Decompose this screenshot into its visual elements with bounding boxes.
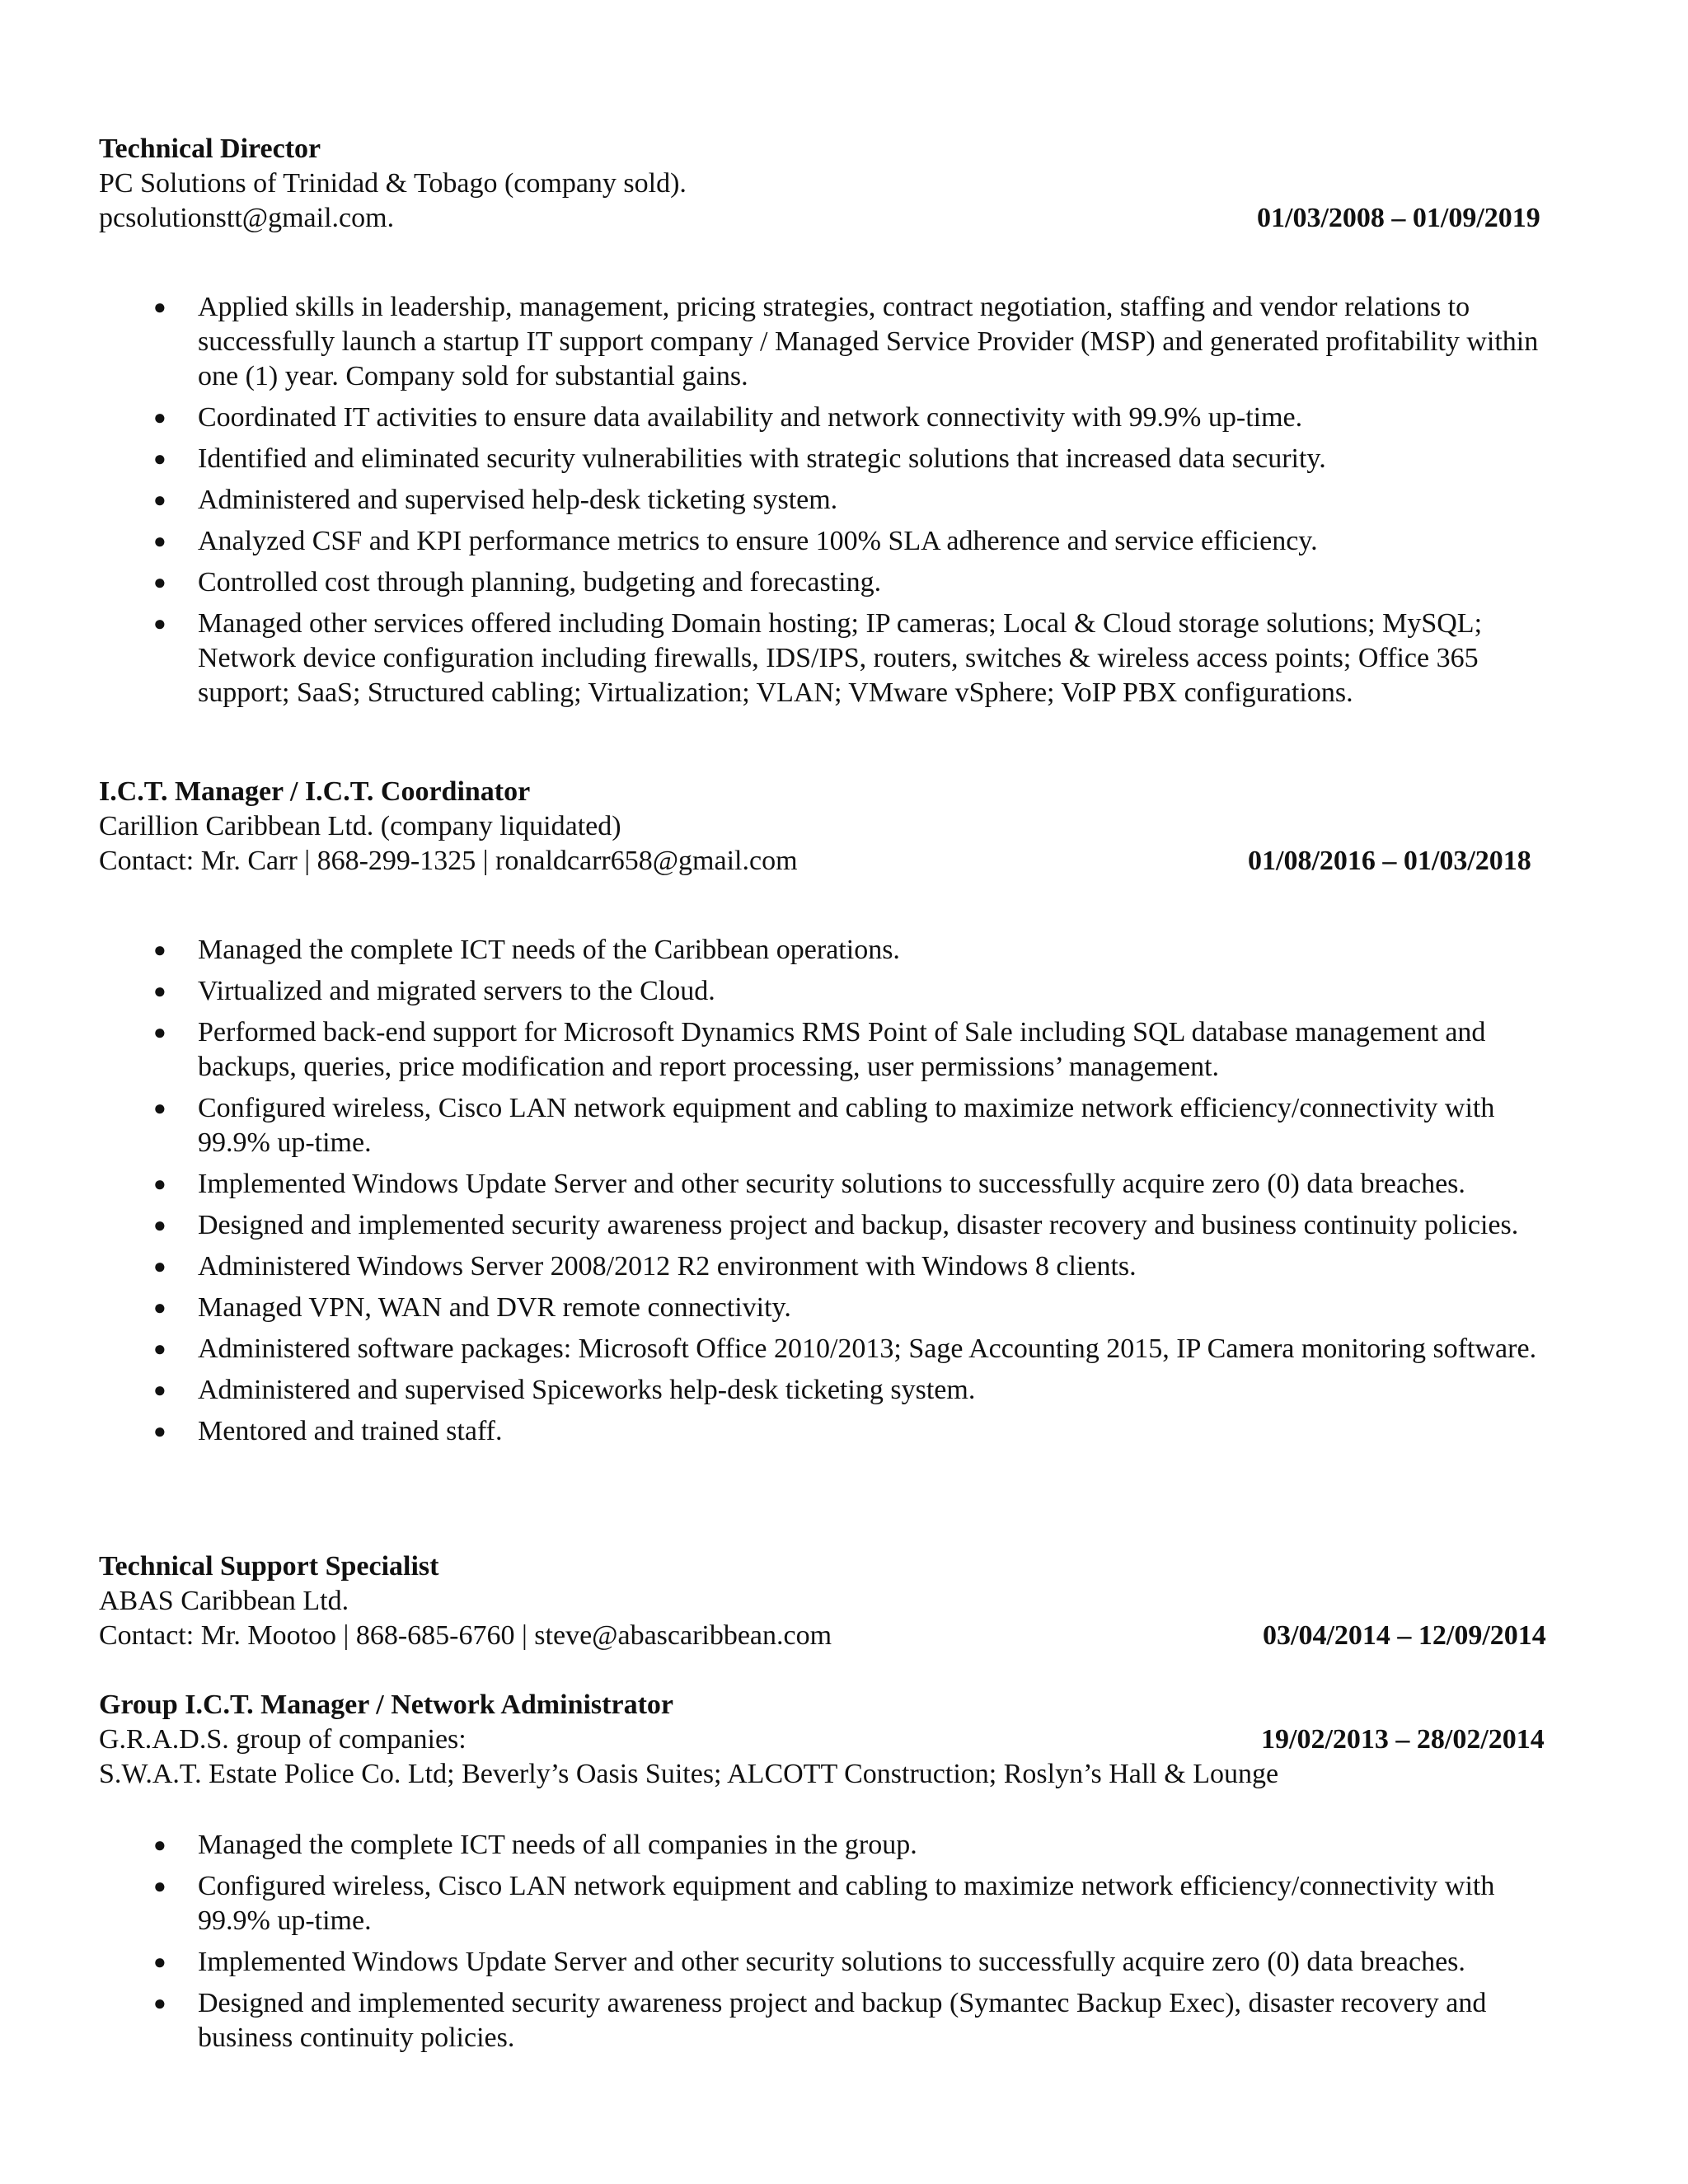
list-item: ● Designed and implemented security awareness project and backup, disaster recovery and business continuity policies. — [99, 1208, 1566, 1243]
company-name: G.R.A.D.S. group of companies: — [99, 1724, 467, 1755]
contact-info: Contact: Mr. Carr | 868-299-1325 | ronaldcarr658@gmail.com — [99, 846, 798, 876]
bullet-icon: ● — [153, 1833, 166, 1857]
bullet-icon: ● — [153, 979, 166, 1003]
company-name: Carillion Caribbean Ltd. (company liquidated) — [99, 811, 621, 841]
list-item: ● Controlled cost through planning, budgeting and forecasting. — [99, 565, 1566, 600]
bullet-icon: ● — [153, 1296, 166, 1319]
bullet-icon: ● — [153, 570, 166, 594]
bullet-icon: ● — [153, 938, 166, 962]
list-item: ● Coordinated IT activities to ensure data availability and network connectivity with 99.9% up-time. — [99, 401, 1566, 435]
responsibilities-list — [99, 1828, 1566, 2055]
list-item: ● Administered software packages: Microsoft Office 2010/2013; Sage Accounting 2015, IP Camera monitoring software. — [99, 1332, 1566, 1366]
responsibilities-list — [99, 933, 1566, 1449]
job-title: I.C.T. Manager / I.C.T. Coordinator — [99, 776, 531, 807]
subsidiary-companies: S.W.A.T. Estate Police Co. Ltd; Beverly’s Oasis Suites; ALCOTT Construction; Roslyn’s Hall & Lounge — [99, 1759, 1279, 1789]
bullet-icon: ● — [153, 488, 166, 512]
contact-info: Contact: Mr. Mootoo | 868-685-6760 | steve@abascaribbean.com — [99, 1620, 832, 1651]
contact-dates-row — [99, 1619, 1546, 1653]
list-item: ● Administered and supervised Spiceworks help-desk ticketing system. — [99, 1373, 1566, 1408]
bullet-icon: ● — [153, 1950, 166, 1974]
job-title: Technical Director — [99, 134, 321, 164]
bullet-icon: ● — [153, 1874, 166, 1898]
list-item: ● Managed other services offered including Domain hosting; IP cameras; Local & Cloud storage solutions; MySQL; Network device configuration including firewalls, IDS/IPS, routers, switches & wireless access points; Office 365 support; SaaS; Structured cabling; Virtualization; VLAN; VMware vSphere; VoIP PBX configurations. — [153, 608, 1483, 708]
job-title: Technical Support Specialist — [99, 1551, 439, 1582]
bullet-icon: ● — [153, 447, 166, 471]
bullet-icon: ● — [153, 1378, 166, 1402]
bullet-icon: ● — [153, 405, 166, 429]
list-item: ● Designed and implemented security awareness project and backup (Symantec Backup Exec), disaster recovery and business continuity policies. — [153, 1988, 1487, 2053]
bullet-icon: ● — [153, 1213, 166, 1237]
bullet-icon: ● — [153, 1419, 166, 1443]
employment-dates: 01/08/2016 – 01/03/2018 — [1248, 846, 1531, 876]
list-item: ● Analyzed CSF and KPI performance metrics to ensure 100% SLA adherence and service efficiency. — [99, 524, 1566, 559]
list-item: ● Managed VPN, WAN and DVR remote connectivity. — [99, 1291, 1566, 1325]
list-item: ● Administered and supervised help-desk ticketing system. — [99, 483, 1566, 518]
company-dates-row — [99, 1722, 1566, 1757]
company-name: PC Solutions of Trinidad & Tobago (company sold). — [99, 168, 687, 199]
bullet-icon: ● — [153, 1020, 166, 1044]
list-item: ● Managed the complete ICT needs of the Caribbean operations. — [99, 933, 1566, 968]
list-item: ● Implemented Windows Update Server and other security solutions to successfully acquire zero (0) data breaches. — [99, 1945, 1566, 1980]
list-item: ● Managed the complete ICT needs of all companies in the group. — [99, 1828, 1566, 1863]
bullet-icon: ● — [153, 612, 166, 635]
list-item: ● Configured wireless, Cisco LAN network equipment and cabling to maximize network efficiency/connectivity with 99.9% up-time. — [153, 1093, 1495, 1158]
contact-dates-row — [99, 201, 1566, 236]
list-item: ● Administered Windows Server 2008/2012 R2 environment with Windows 8 clients. — [99, 1249, 1566, 1284]
bullet-icon: ● — [153, 1991, 166, 2015]
bullet-icon: ● — [153, 529, 166, 553]
contact-info: pcsolutionstt@gmail.com. — [99, 203, 395, 233]
bullet-icon: ● — [153, 295, 166, 319]
job-entry-technical-support-specialist — [99, 1549, 1546, 1653]
job-entry-technical-director — [99, 132, 1566, 717]
list-item: ● Performed back-end support for Microsoft Dynamics RMS Point of Sale including SQL database management and backups, queries, price modification and report processing, user permissions’ management. — [153, 1017, 1486, 1082]
list-item: ● Implemented Windows Update Server and other security solutions to successfully acquire zero (0) data breaches. — [99, 1167, 1566, 1202]
bullet-icon: ● — [153, 1337, 166, 1361]
company-name: ABAS Caribbean Ltd. — [99, 1586, 349, 1616]
list-item: ● Identified and eliminated security vulnerabilities with strategic solutions that increased data security. — [99, 442, 1566, 476]
list-item: ● Configured wireless, Cisco LAN network equipment and cabling to maximize network efficiency/connectivity with 99.9% up-time. — [153, 1871, 1495, 1936]
employment-dates: 19/02/2013 – 28/02/2014 — [1261, 1724, 1545, 1755]
employment-dates: 03/04/2014 – 12/09/2014 — [1263, 1620, 1546, 1651]
bullet-icon: ● — [153, 1096, 166, 1120]
bullet-icon: ● — [153, 1172, 166, 1196]
job-title: Group I.C.T. Manager / Network Administrator — [99, 1690, 673, 1720]
list-item: ● Mentored and trained staff. — [99, 1414, 1566, 1449]
list-item: ● Virtualized and migrated servers to the Cloud. — [99, 974, 1566, 1009]
responsibilities-list — [99, 290, 1566, 710]
job-entry-group-ict-manager — [99, 1688, 1566, 2062]
list-item: ● Applied skills in leadership, management, pricing strategies, contract negotiation, staffing and vendor relations to successfully launch a startup IT support company / Managed Service Provider (MSP) and generated profitability within one (1) year. Company sold for substantial gains. — [153, 292, 1539, 391]
job-entry-ict-manager — [99, 775, 1566, 1455]
contact-dates-row — [99, 844, 1566, 879]
employment-dates: 01/03/2008 – 01/09/2019 — [1257, 203, 1540, 233]
bullet-icon: ● — [153, 1254, 166, 1278]
